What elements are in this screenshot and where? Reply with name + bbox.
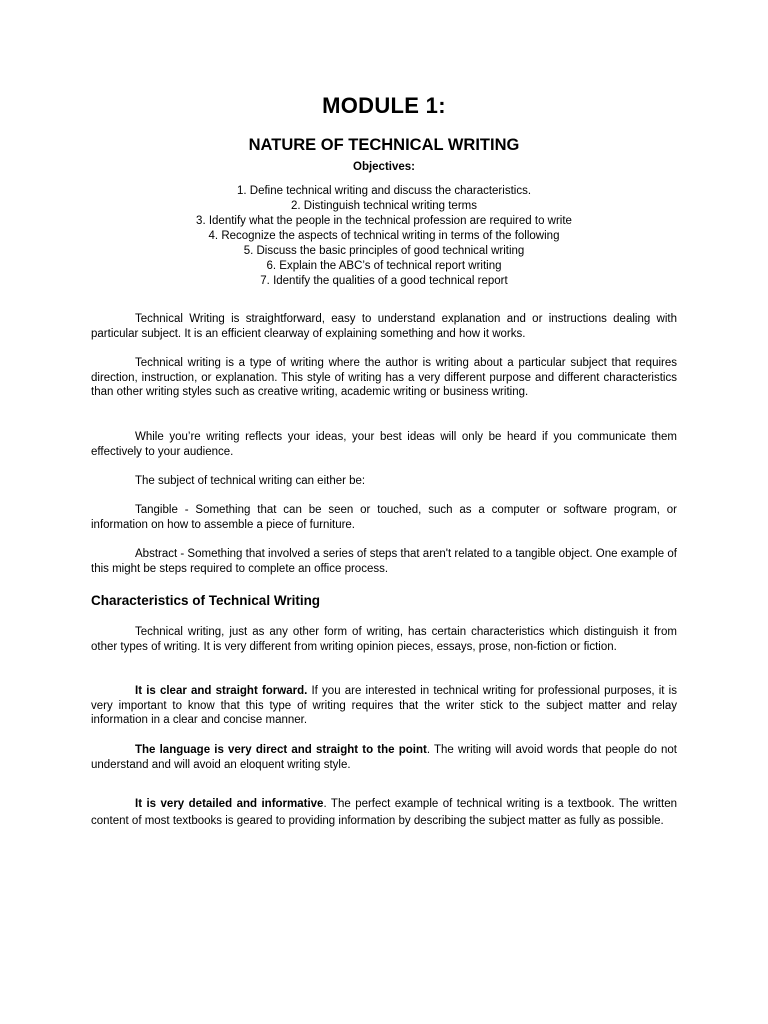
objective-item: 7. Identify the qualities of a good technical report (260, 275, 508, 287)
objective-item: 5. Discuss the basic principles of good technical writing (243, 245, 525, 257)
objective-item: 6. Explain the ABC’s of technical report writing (266, 260, 502, 272)
objectives-label: Objectives: (353, 161, 415, 173)
paragraph-ideas: While you’re writing reflects your ideas, your best ideas will only be heard if you communicate them effectively to your audience. (91, 431, 677, 458)
clear-text: If you are interested in technical writing for professional purposes, it is very important to know that this type of writing requires that the writer stick to the subject matter and relay information in a clear and concise manner. (91, 685, 677, 727)
direct-text: . The writing will avoid words that people do not understand and will avoid an eloquent writing style. (91, 744, 677, 771)
page-title: NATURE OF TECHNICAL WRITING (248, 136, 520, 154)
objective-item: 3. Identify what the people in the technical profession are required to write (196, 215, 572, 227)
module-title: MODULE 1: (322, 93, 446, 118)
clear-bold-lead: It is clear and straight forward. (135, 685, 308, 697)
paragraph-direct (91, 743, 677, 772)
detailed-text: . The perfect example of technical writing is a textbook. The written content of most textbooks is geared to providing information by describing the subject matter as fully as possible. (91, 798, 677, 827)
objective-item: 1. Define technical writing and discuss the characteristics. (236, 185, 532, 197)
section-heading: Characteristics of Technical Writing (91, 593, 321, 608)
paragraph-abstract: Abstract - Something that involved a series of steps that aren't related to a tangible object. One example of this might be steps required to complete an office process. (91, 548, 677, 575)
paragraph-tangible: Tangible - Something that can be seen or touched, such as a computer or software program, or information on how to assemble a piece of furniture. (91, 504, 677, 531)
paragraph-clear (91, 684, 677, 728)
objective-item: 4. Recognize the aspects of technical writing in terms of the following (208, 230, 560, 242)
paragraph-characteristics-intro: Technical writing, just as any other form of writing, has certain characteristics which distinguish it from other types of writing. It is very different from writing opinion pieces, essays, prose, non-fiction or fiction. (91, 626, 677, 653)
paragraph-definition: Technical Writing is straightforward, easy to understand explanation and or instructions dealing with particular subject. It is an efficient clearway of explaining something and how it works. (91, 313, 677, 340)
paragraph-subject-intro: The subject of technical writing can either be: (135, 475, 366, 487)
objectives-list (0, 184, 768, 289)
direct-bold-lead: The language is very direct and straight to the point (135, 744, 427, 756)
paragraph-detailed (91, 796, 677, 829)
objective-item: 2. Distinguish technical writing terms (291, 200, 477, 212)
paragraph-type-of-writing: Technical writing is a type of writing where the author is writing about a particular subject that requires direction, instruction, or explanation. This style of writing has a very different purpose and different characteristics than other writing styles such as creative writing, academic writing or business writing. (91, 357, 677, 399)
detailed-bold-lead: It is very detailed and informative (135, 798, 324, 810)
